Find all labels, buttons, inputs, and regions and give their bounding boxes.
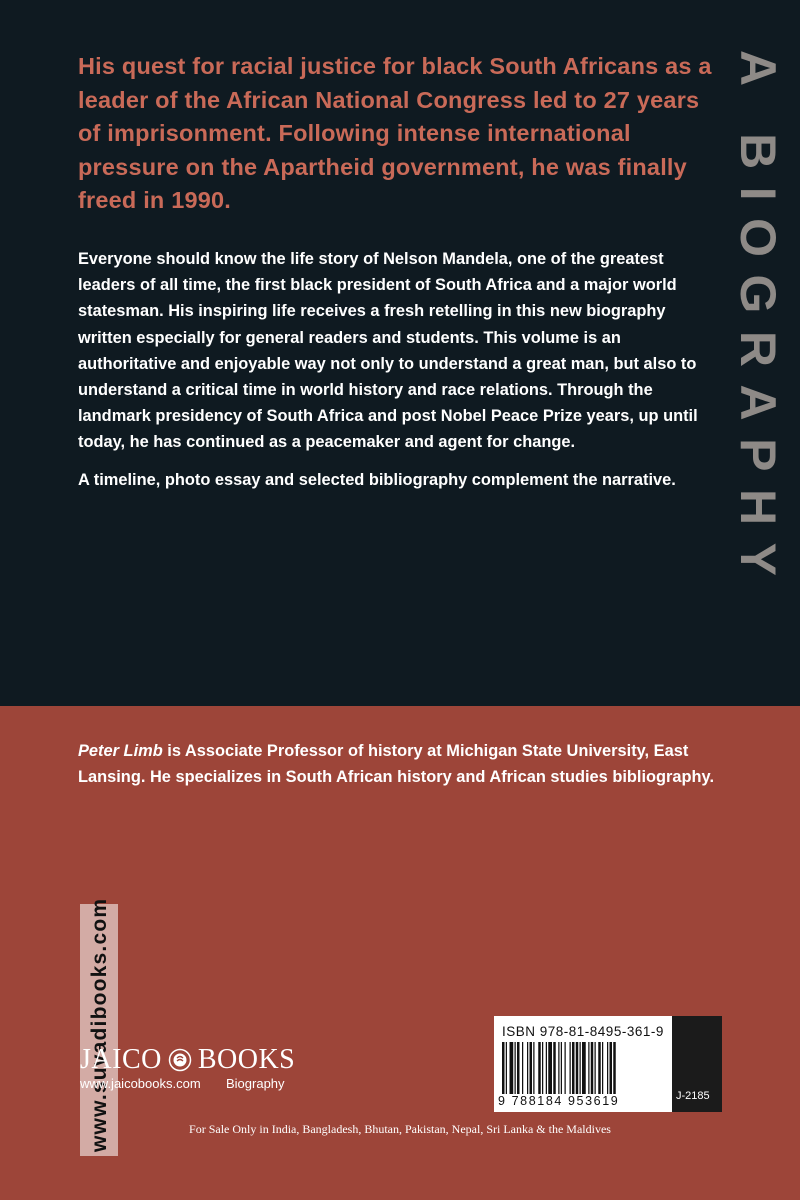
barcode-bar: [610, 1042, 613, 1094]
sale-territory-note: For Sale Only in India, Bangladesh, Bhutan, Pakistan, Nepal, Sri Lanka & the Maldives: [189, 1122, 611, 1136]
vertical-title: A BIOGRAPHY: [730, 50, 786, 594]
publisher-name-part1: JAICO: [80, 1044, 162, 1075]
barcode-bar: [510, 1042, 514, 1094]
barcode-label: [494, 1016, 672, 1112]
publisher-logo: [80, 1040, 295, 1080]
barcode-bar: [527, 1042, 528, 1094]
barcode-bar: [613, 1042, 616, 1094]
watermark-text: www.suvadibooks.com: [88, 897, 111, 1152]
barcode-bar: [517, 1042, 520, 1094]
barcode-bar: [558, 1042, 559, 1094]
author-name: Peter Limb: [78, 742, 163, 760]
publisher-url: www.jaicobooks.com: [80, 1076, 201, 1091]
description-paragraph: Everyone should know the life story of Nelson Mandela, one of the greatest leaders of all time, the first black president of South Africa and a major world statesman. His inspiring life receives a fresh retelling in this new biography written especially for general readers and students. This volume is an authoritative and enjoyable way not only to understand a great man, but also to understand a critical time in world history and race relations. Through the landmark presidency of South Africa and post Nobel Peace Prize years, up until today, he has continued as a peacemaker and agent for change.: [78, 250, 698, 452]
barcode-bar: [530, 1042, 533, 1094]
barcode-bar: [565, 1042, 566, 1094]
barcode-bar: [561, 1042, 562, 1094]
description-paragraph: A timeline, photo essay and selected bibliography complement the narrative.: [78, 470, 676, 489]
barcode-bar: [522, 1042, 523, 1094]
barcode-bar: [572, 1042, 575, 1094]
book-category: Biography: [226, 1076, 285, 1091]
barcode-bar: [548, 1042, 552, 1094]
barcode-bar: [602, 1042, 603, 1094]
barcode-image: [502, 1042, 664, 1094]
watermark-strip: [80, 897, 118, 1156]
barcode-bar: [538, 1042, 541, 1094]
barcode-bar: [515, 1042, 516, 1094]
barcode-bar: [533, 1042, 534, 1094]
barcode-bar: [570, 1042, 571, 1094]
barcode-bar: [588, 1042, 589, 1094]
book-description: [78, 246, 718, 493]
barcode-bar: [607, 1042, 608, 1094]
barcode-bar: [502, 1042, 505, 1094]
product-code: J-2185: [676, 1090, 710, 1102]
barcode-panel: [494, 1016, 722, 1112]
barcode-bar: [546, 1042, 547, 1094]
barcode-bar: [506, 1042, 507, 1094]
pull-quote: His quest for racial justice for black South Africans as a leader of the African National Congress led to 27 years of imprisonment. Following intense international pressure on the Apartheid government, he was finally freed in 1990.: [78, 53, 712, 213]
barcode-bar: [553, 1042, 556, 1094]
author-bio: [78, 738, 718, 790]
barcode-bar: [591, 1042, 594, 1094]
vertical-title-area: [718, 50, 798, 690]
barcode-bar: [582, 1042, 586, 1094]
barcode-bar: [598, 1042, 601, 1094]
sun-emblem-icon: [168, 1048, 192, 1072]
isbn-label: ISBN 978-81-8495-361-9: [502, 1024, 664, 1039]
author-bio-text: is Associate Professor of history at Michigan State University, East Lansing. He specializes in South African history and African studies bibliography.: [78, 742, 715, 787]
barcode-bar: [595, 1042, 596, 1094]
barcode-bar: [542, 1042, 543, 1094]
barcode-bar: [576, 1042, 579, 1094]
barcode-digits: 9 788184 953619: [498, 1094, 620, 1108]
publisher-name-part2: BOOKS: [197, 1044, 296, 1075]
barcode-bar: [580, 1042, 581, 1094]
